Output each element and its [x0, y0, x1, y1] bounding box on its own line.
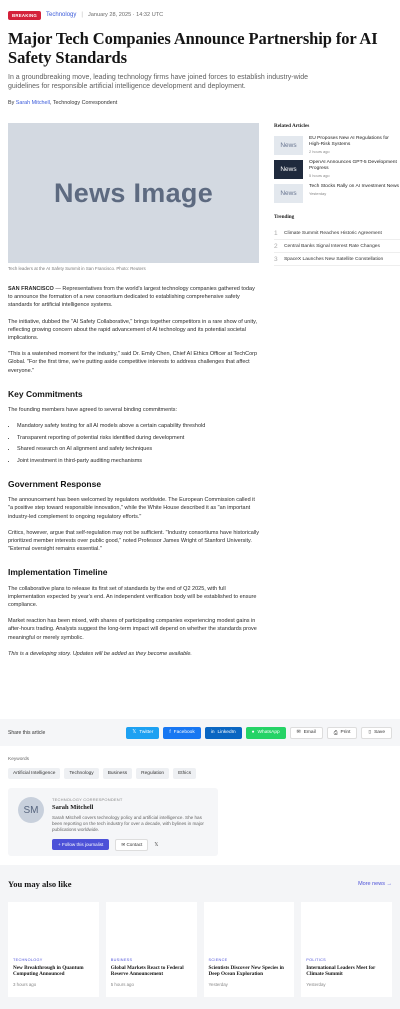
breaking-badge: BREAKING — [8, 11, 41, 20]
paragraph: Critics, however, argue that self-regulation may not be sufficient. "Industry consortiums have historically prioritized member interests over public good," noted Professor James Wright of Stanford University. "External oversight remains essential." — [8, 529, 259, 553]
section-heading-commitments: Key Commitments — [8, 388, 83, 399]
page-title: Major Tech Companies Announce Partnership for AI Safety Standards — [8, 29, 378, 67]
keywords-section — [8, 757, 196, 779]
button-label: Twitter — [139, 730, 154, 735]
follow-button[interactable] — [52, 839, 109, 850]
article-header — [0, 0, 400, 106]
dateline: SAN FRANCISCO — [8, 286, 54, 292]
card-time: 3 hours ago — [13, 981, 37, 987]
paragraph — [8, 285, 259, 310]
paragraph: The founding members have agreed to several binding commitments: — [8, 407, 178, 414]
byline — [8, 100, 392, 106]
whatsapp-share-button[interactable] — [246, 727, 286, 739]
related-text — [309, 184, 399, 203]
trending-title-text: SpaceX Launches New Satellite Constellation — [284, 256, 384, 262]
keyword-tag[interactable]: Business — [103, 768, 132, 779]
list-item: • Transparent reporting of potential risks identified during development — [17, 434, 259, 442]
save-button[interactable] — [361, 727, 392, 739]
keyword-tag[interactable]: Artificial Intelligence — [8, 768, 60, 779]
button-label: Facebook — [173, 730, 195, 735]
section-heading-implementation: Implementation Timeline — [8, 567, 108, 578]
paragraph: The announcement has been welcomed by regulators worldwide. The European Commission called it "a positive step toward responsible innovation," while the White House described it as "an important industry-led complement to ongoing regulatory efforts." — [8, 497, 255, 520]
button-label: LinkedIn — [217, 730, 236, 735]
button-label: Email — [303, 730, 316, 735]
card-title: New Breakthrough in Quantum Computing Announced — [13, 965, 84, 978]
more-news-link[interactable]: More news → — [358, 881, 392, 887]
mail-icon: ✉ — [121, 841, 127, 847]
developing-note: This is a developing story. Updates will be added as they become available. — [8, 650, 192, 657]
news-card[interactable] — [8, 902, 99, 997]
related-article-time: Yesterday — [309, 190, 327, 196]
share-bar — [0, 719, 400, 746]
trending-title: Trending — [274, 214, 295, 220]
paragraph: Market reaction has been mixed, with shares of participating companies experiencing modest gains in after-hours trading. Analysts suggest the long-term impact will depend on whether the standards prove meaningful or merely symbolic. — [8, 618, 257, 641]
card-category: BUSINESS — [110, 958, 133, 962]
facebook-icon: f — [169, 730, 171, 735]
related-article[interactable] — [274, 160, 400, 179]
card-time: Yesterday — [208, 981, 228, 987]
list-item: • Shared research on AI alignment and safety techniques — [17, 445, 259, 453]
print-button[interactable] — [327, 727, 358, 739]
trending-title-text: Climate Summit Reaches Historic Agreement — [284, 230, 382, 236]
linkedin-share-button[interactable] — [205, 727, 242, 739]
keyword-tag[interactable]: Ethics — [173, 768, 196, 779]
whatsapp-icon: ● — [251, 730, 255, 735]
news-card[interactable] — [204, 902, 295, 997]
author-link[interactable]: Sarah Mitchell — [15, 100, 50, 107]
list-item: • Joint investment in third-party auditing mechanisms — [17, 457, 259, 465]
related-article-title: Tech Stocks Rally on AI Investment News — [309, 184, 399, 189]
twitter-share-button[interactable] — [126, 727, 159, 739]
sidebar — [274, 123, 400, 266]
card-category: POLITICS — [306, 958, 326, 962]
related-thumbnail: News — [274, 160, 303, 179]
news-card[interactable] — [301, 902, 392, 997]
trending-title-text: Central Banks Signal Interest Rate Changes — [284, 243, 380, 249]
card-category: SCIENCE — [208, 958, 228, 962]
x-icon: 𝕏 — [132, 730, 137, 735]
related-article[interactable] — [274, 136, 400, 155]
keywords-label: Keywords — [8, 757, 30, 762]
related-thumbnail: News — [274, 184, 303, 203]
trending-number: 1 — [274, 229, 278, 237]
news-card[interactable] — [106, 902, 197, 997]
hero-image-placeholder: News Image — [53, 177, 214, 208]
button-label: WhatsApp — [257, 730, 280, 735]
related-article-time: 5 hours ago — [309, 172, 330, 178]
facebook-share-button[interactable] — [163, 727, 200, 739]
meta-row — [8, 10, 392, 20]
linkedin-icon: in — [210, 730, 215, 735]
more-news-section — [0, 865, 400, 1009]
related-text — [309, 160, 400, 179]
more-news-header — [8, 879, 392, 889]
related-title: Related Articles — [274, 123, 310, 129]
trending-number: 3 — [274, 255, 278, 263]
card-time: 5 hours ago — [110, 981, 134, 987]
more-news-title: You may also like — [8, 879, 72, 889]
related-article[interactable] — [274, 184, 400, 203]
paragraph-text: — Representatives from the world's largest technology companies gathered today to announce the formation of a new consortium dedicated to establishing comprehensive safety standards for artificial intelligence systems. — [8, 286, 255, 309]
mail-icon: ✉ — [296, 730, 301, 735]
commitments-list — [8, 422, 259, 465]
hero-caption: Tech leaders at the AI Safety Summit in San Francisco. Photo: Reuters — [8, 266, 146, 271]
author-card — [8, 788, 218, 856]
trending-item[interactable] — [274, 253, 400, 266]
share-buttons — [126, 727, 392, 739]
author-info — [52, 797, 212, 847]
article-subtitle: In a groundbreaking move, leading technology firms have joined forces to establish industry-wide guidelines for responsible artificial intelligence development and deployment. — [8, 74, 309, 91]
main-column — [8, 123, 259, 666]
button-label: Follow this journalist — [61, 842, 104, 848]
article-body — [8, 285, 259, 658]
trending-number: 2 — [274, 242, 278, 250]
author-role: , Technology Correspondent — [49, 100, 118, 107]
plus-icon: + — [58, 842, 62, 848]
trending-item[interactable] — [274, 227, 400, 240]
card-title: International Leaders Meet for Climate Summit — [306, 965, 376, 978]
contact-button[interactable] — [115, 839, 148, 851]
avatar: SM — [18, 797, 44, 823]
card-category: TECHNOLOGY — [13, 958, 43, 962]
x-profile-button[interactable]: 𝕏 — [154, 841, 159, 848]
related-article-title: OpenAI Announces GPT-5 Development Progress — [309, 160, 397, 171]
more-news-cards — [8, 902, 392, 997]
paragraph: "This is a watershed moment for the industry," said Dr. Emily Chen, Chief AI Ethics Officer at TechCorp Global. "For the first time, we're putting aside competitive interests to address challenges that affect everyone." — [8, 351, 258, 374]
card-time: Yesterday — [306, 981, 326, 987]
author-role-label: TECHNOLOGY CORRESPONDENT — [52, 797, 123, 802]
related-text — [309, 136, 400, 155]
related-article-time: 2 hours ago — [309, 148, 330, 154]
publish-date: January 28, 2025 · 14:32 UTC — [87, 12, 164, 18]
byline-prefix: By — [8, 100, 15, 107]
paragraph: The initiative, dubbed the "AI Safety Collaborative," brings together competitors in a rare show of unity, reflecting growing concern about the rapid advancement of AI technology and its potential societal implications. — [8, 318, 257, 342]
section-heading-government: Government Response — [8, 478, 102, 489]
hero-image — [8, 123, 259, 263]
list-item: • Mandatory safety testing for all AI models above a certain capability threshold — [17, 422, 259, 430]
paragraph: The collaborative plans to release its first set of standards by the end of Q2 2025, with full implementation expected by year's end. An independent verification body will be established to ensure compliance. — [8, 585, 257, 608]
share-label: Share this article — [8, 729, 46, 736]
card-title: Scientists Discover New Species in Deep Ocean Exploration — [208, 965, 284, 978]
related-thumbnail: News — [274, 136, 303, 155]
meta-separator: | — [81, 12, 83, 18]
author-actions — [52, 839, 212, 851]
keyword-tags — [8, 768, 196, 779]
keyword-tag[interactable]: Technology — [64, 768, 98, 779]
email-share-button[interactable] — [290, 727, 323, 739]
trending-section — [274, 214, 400, 266]
button-label: Save — [374, 730, 385, 735]
keyword-tag[interactable]: Regulation — [136, 768, 169, 779]
button-label: Contact — [126, 841, 143, 847]
printer-icon: ⎙ — [333, 730, 338, 736]
related-article-title: EU Proposes New AI Regulations for High-Risk Systems — [309, 136, 389, 147]
trending-item[interactable] — [274, 240, 400, 253]
button-label: Print — [340, 730, 351, 735]
author-bio: Sarah Mitchell covers technology policy and artificial intelligence. She has been reporting on the tech industry for over a decade, with bylines in major publications worldwide. — [52, 815, 204, 833]
card-title: Global Markets React to Federal Reserve Announcement — [110, 965, 184, 978]
author-name: Sarah Mitchell — [52, 804, 94, 811]
bookmark-icon: ▯ — [368, 730, 372, 735]
category-link[interactable]: Technology — [46, 12, 77, 18]
